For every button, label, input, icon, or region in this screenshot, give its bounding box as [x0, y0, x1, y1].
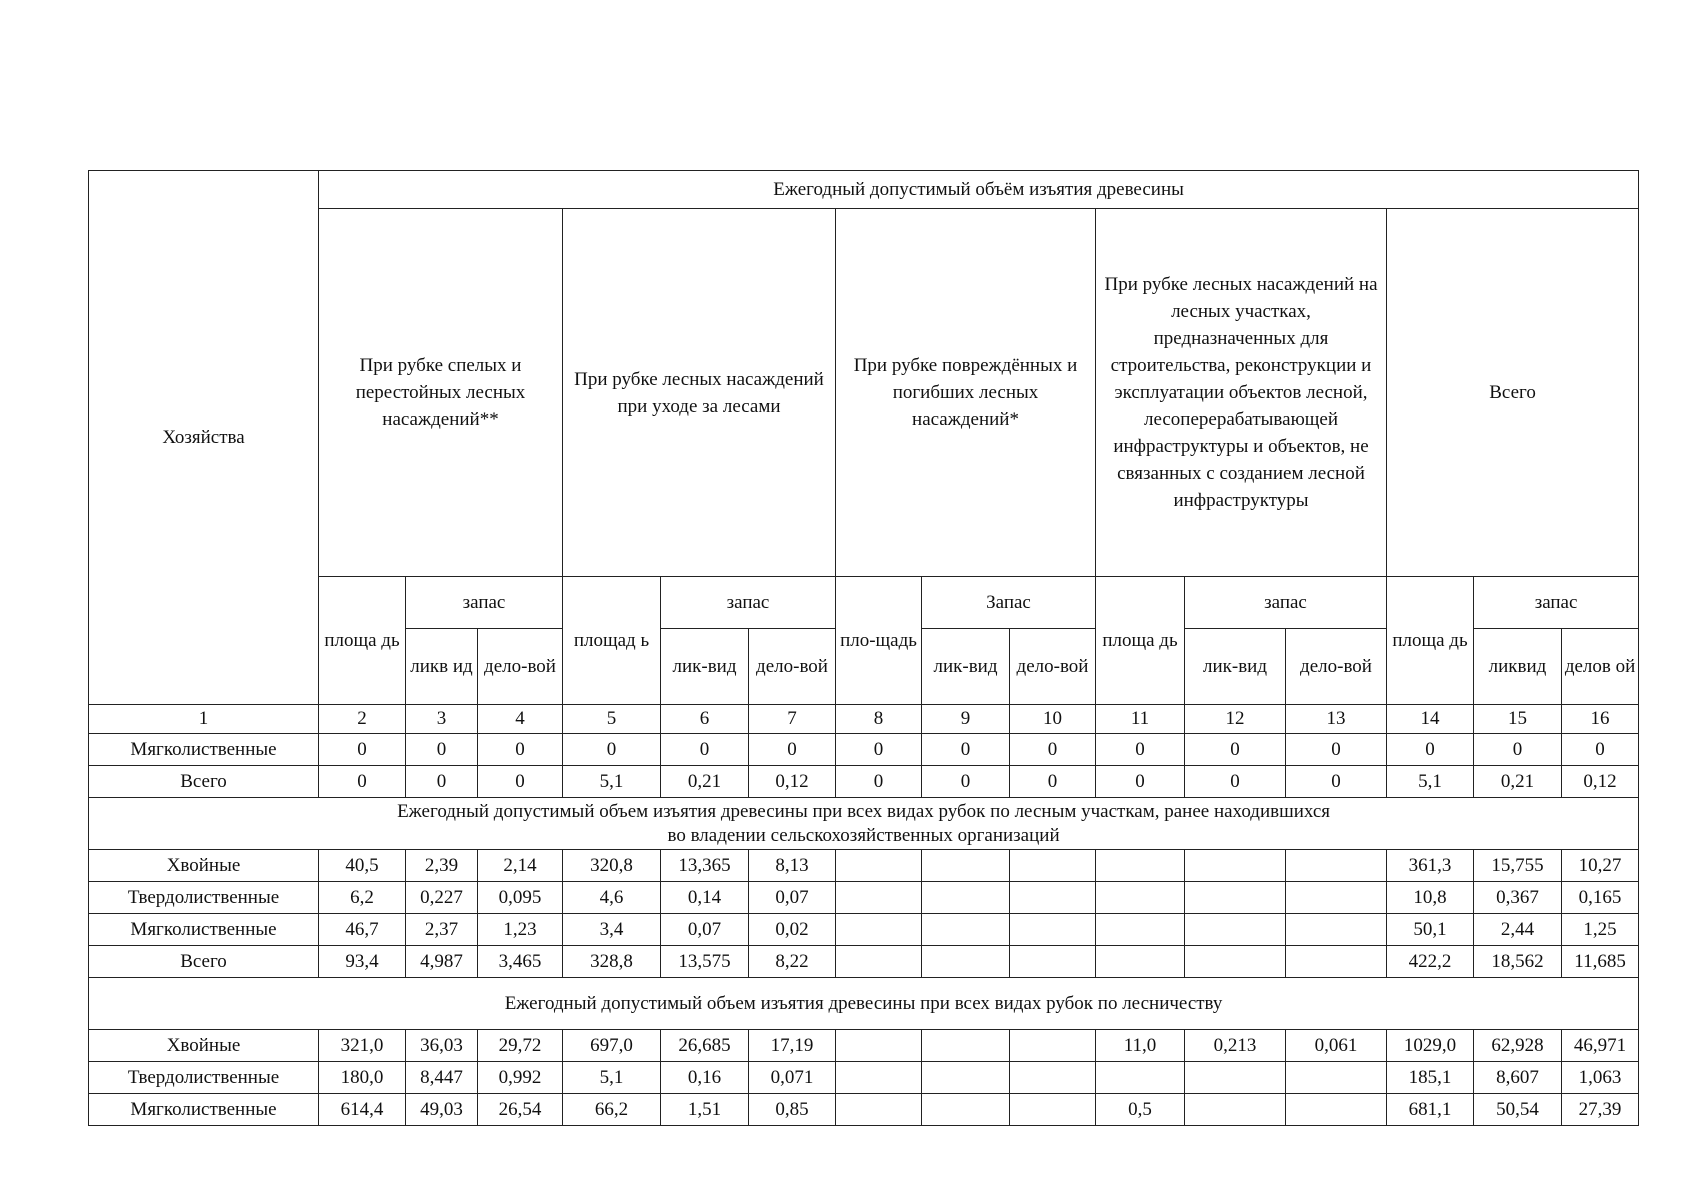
- table-cell: 0: [478, 734, 563, 766]
- table-cell: [1185, 850, 1286, 882]
- table-row: [89, 914, 1639, 946]
- header-liquid: лик-вид: [922, 629, 1010, 705]
- table-cell: 0: [319, 766, 406, 798]
- table-cell: 0: [478, 766, 563, 798]
- header-area: площа дь: [1096, 577, 1185, 705]
- column-number-cell: 11: [1096, 705, 1185, 734]
- table-cell: 0,85: [749, 1094, 836, 1126]
- table-cell: 422,2: [1387, 946, 1474, 978]
- table-row: [89, 1030, 1639, 1062]
- table-cell: [836, 1094, 922, 1126]
- table-cell: 0: [1185, 766, 1286, 798]
- header-stock: запас: [661, 577, 836, 629]
- header-liquid: лик-вид: [661, 629, 749, 705]
- column-number-cell: 3: [406, 705, 478, 734]
- table-cell: 18,562: [1474, 946, 1562, 978]
- table-cell: 0: [1286, 734, 1387, 766]
- header-stock: запас: [406, 577, 563, 629]
- header-group-total: Всего: [1387, 209, 1639, 577]
- table-cell: 10,8: [1387, 882, 1474, 914]
- table-cell: 0: [922, 766, 1010, 798]
- table-cell: 0: [1010, 766, 1096, 798]
- table-cell: 66,2: [563, 1094, 661, 1126]
- table-cell: 40,5: [319, 850, 406, 882]
- header-business: делов ой: [1562, 629, 1639, 705]
- table-cell: 15,755: [1474, 850, 1562, 882]
- table-cell: [836, 946, 922, 978]
- table-cell: 328,8: [563, 946, 661, 978]
- column-number-cell: 12: [1185, 705, 1286, 734]
- column-number-row: [89, 705, 1639, 734]
- table-cell: 93,4: [319, 946, 406, 978]
- column-number-cell: 15: [1474, 705, 1562, 734]
- table-cell: 320,8: [563, 850, 661, 882]
- table-cell: 2,39: [406, 850, 478, 882]
- table-cell: 0: [1562, 734, 1639, 766]
- header-business: дело-вой: [1286, 629, 1387, 705]
- table-row: [89, 882, 1639, 914]
- timber-volume-table: [88, 170, 1639, 1126]
- table-cell: 0,213: [1185, 1030, 1286, 1062]
- table-cell: 0,5: [1096, 1094, 1185, 1126]
- table-cell: [922, 1062, 1010, 1094]
- section-row: [89, 798, 1639, 850]
- table-cell: [922, 850, 1010, 882]
- table-cell: 0,07: [661, 914, 749, 946]
- table-cell: [1286, 946, 1387, 978]
- table-row: [89, 766, 1639, 798]
- header-group-construction: При рубке лесных насаждений на лесных участках, предназначенных для строительства, реконструкции и эксплуатации объектов лесной, лесоперерабатывающей инфраструктуры и объектов, не связанных с созданием лесной инфраструктуры: [1096, 209, 1387, 577]
- table-cell: 49,03: [406, 1094, 478, 1126]
- header-business: дело-вой: [478, 629, 563, 705]
- table-cell: [1096, 882, 1185, 914]
- row-label: Мягколиственные: [89, 1094, 319, 1126]
- table-cell: [1286, 850, 1387, 882]
- table-cell: 697,0: [563, 1030, 661, 1062]
- table-cell: 29,72: [478, 1030, 563, 1062]
- table-cell: 17,19: [749, 1030, 836, 1062]
- table-row: [89, 946, 1639, 978]
- section-row: [89, 978, 1639, 1030]
- row-label: Твердолиственные: [89, 882, 319, 914]
- header-business: дело-вой: [749, 629, 836, 705]
- header-liquid: лик-вид: [1185, 629, 1286, 705]
- table-cell: [922, 946, 1010, 978]
- table-cell: 0: [836, 766, 922, 798]
- table-cell: 0: [406, 766, 478, 798]
- table-cell: 5,1: [563, 1062, 661, 1094]
- row-label: Твердолиственные: [89, 1062, 319, 1094]
- table-cell: 13,575: [661, 946, 749, 978]
- table-cell: 5,1: [563, 766, 661, 798]
- table-body: [89, 734, 1639, 1126]
- table-cell: 8,607: [1474, 1062, 1562, 1094]
- column-number-cell: 9: [922, 705, 1010, 734]
- header-area: пло-щадь: [836, 577, 922, 705]
- table-cell: 1,51: [661, 1094, 749, 1126]
- table-cell: 0,071: [749, 1062, 836, 1094]
- table-cell: 0: [836, 734, 922, 766]
- table-cell: 0: [406, 734, 478, 766]
- table-cell: [1096, 1062, 1185, 1094]
- row-label: Мягколиственные: [89, 914, 319, 946]
- table-cell: 0,21: [1474, 766, 1562, 798]
- table-cell: 13,365: [661, 850, 749, 882]
- table-cell: 3,4: [563, 914, 661, 946]
- table-row: [89, 734, 1639, 766]
- table-cell: 0,12: [749, 766, 836, 798]
- table-cell: [1185, 882, 1286, 914]
- table-cell: 0: [922, 734, 1010, 766]
- table-cell: 46,7: [319, 914, 406, 946]
- table-cell: 0: [319, 734, 406, 766]
- header-stock: запас: [1474, 577, 1639, 629]
- table-cell: 2,14: [478, 850, 563, 882]
- table-cell: 0,367: [1474, 882, 1562, 914]
- table-cell: 4,6: [563, 882, 661, 914]
- table-cell: 0,21: [661, 766, 749, 798]
- column-number-cell: 5: [563, 705, 661, 734]
- table-cell: 185,1: [1387, 1062, 1474, 1094]
- header-stock: запас: [1185, 577, 1387, 629]
- table-cell: 321,0: [319, 1030, 406, 1062]
- column-number-cell: 7: [749, 705, 836, 734]
- table-cell: [1010, 882, 1096, 914]
- table-cell: 5,1: [1387, 766, 1474, 798]
- table-cell: 0,992: [478, 1062, 563, 1094]
- table-cell: 1029,0: [1387, 1030, 1474, 1062]
- table-cell: 26,685: [661, 1030, 749, 1062]
- table-cell: 0: [1185, 734, 1286, 766]
- table-cell: 3,465: [478, 946, 563, 978]
- table-cell: 1,25: [1562, 914, 1639, 946]
- header-group-care: При рубке лесных насаждений при уходе за лесами: [563, 209, 836, 577]
- table-cell: 0: [661, 734, 749, 766]
- table-cell: 0: [1474, 734, 1562, 766]
- table-cell: 0: [563, 734, 661, 766]
- table-cell: [1010, 1094, 1096, 1126]
- table-cell: [1010, 914, 1096, 946]
- table-row: [89, 1094, 1639, 1126]
- section-title: Ежегодный допустимый объем изъятия древесины при всех видах рубок по лесным участкам, ранее находившихся во владении сельскохозяйственных организаций: [89, 798, 1639, 850]
- column-number-cell: 1: [89, 705, 319, 734]
- header-liquid: ликв ид: [406, 629, 478, 705]
- header-title: Ежегодный допустимый объём изъятия древесины: [319, 171, 1639, 209]
- table-cell: 0,02: [749, 914, 836, 946]
- header-area: площа дь: [319, 577, 406, 705]
- header-group-mature: При рубке спелых и перестойных лесных насаждений**: [319, 209, 563, 577]
- table-cell: [1010, 946, 1096, 978]
- table-cell: [1010, 1030, 1096, 1062]
- table-cell: [1185, 914, 1286, 946]
- header-area: площа дь: [1387, 577, 1474, 705]
- table-cell: 361,3: [1387, 850, 1474, 882]
- table-cell: 62,928: [1474, 1030, 1562, 1062]
- table-cell: 0,14: [661, 882, 749, 914]
- column-number-cell: 13: [1286, 705, 1387, 734]
- table-cell: 8,447: [406, 1062, 478, 1094]
- table-cell: [836, 1062, 922, 1094]
- column-number-cell: 16: [1562, 705, 1639, 734]
- table-cell: 0,165: [1562, 882, 1639, 914]
- table-cell: [1286, 914, 1387, 946]
- table-cell: [1010, 1062, 1096, 1094]
- table-cell: [922, 1094, 1010, 1126]
- row-label: Всего: [89, 766, 319, 798]
- table-cell: 0: [1286, 766, 1387, 798]
- table-cell: [1286, 882, 1387, 914]
- table-cell: 8,22: [749, 946, 836, 978]
- table-cell: 614,4: [319, 1094, 406, 1126]
- table-cell: 50,1: [1387, 914, 1474, 946]
- column-number-cell: 10: [1010, 705, 1096, 734]
- table-cell: [1286, 1094, 1387, 1126]
- header-business: дело-вой: [1010, 629, 1096, 705]
- header-liquid: ликвид: [1474, 629, 1562, 705]
- table-cell: [836, 850, 922, 882]
- header-farms: Хозяйства: [89, 171, 319, 705]
- column-number-cell: 14: [1387, 705, 1474, 734]
- column-number-cell: 4: [478, 705, 563, 734]
- table-cell: 0,16: [661, 1062, 749, 1094]
- table-cell: 2,37: [406, 914, 478, 946]
- table-cell: 1,063: [1562, 1062, 1639, 1094]
- table-cell: [1010, 850, 1096, 882]
- table-cell: [1185, 946, 1286, 978]
- column-number-cell: 2: [319, 705, 406, 734]
- header-stock: Запас: [922, 577, 1096, 629]
- table-cell: [1185, 1094, 1286, 1126]
- table-cell: 0,07: [749, 882, 836, 914]
- section-title: Ежегодный допустимый объем изъятия древесины при всех видах рубок по лесничеству: [89, 978, 1639, 1030]
- table-cell: 0,12: [1562, 766, 1639, 798]
- column-number-cell: 8: [836, 705, 922, 734]
- table-cell: 10,27: [1562, 850, 1639, 882]
- table-cell: [1096, 914, 1185, 946]
- table-cell: 0,061: [1286, 1030, 1387, 1062]
- table-cell: 11,0: [1096, 1030, 1185, 1062]
- table-cell: [836, 882, 922, 914]
- table-cell: 46,971: [1562, 1030, 1639, 1062]
- header-area: площад ь: [563, 577, 661, 705]
- row-label: Всего: [89, 946, 319, 978]
- table-cell: [1096, 946, 1185, 978]
- table-cell: 4,987: [406, 946, 478, 978]
- table-cell: 27,39: [1562, 1094, 1639, 1126]
- table-cell: 180,0: [319, 1062, 406, 1094]
- table-row: [89, 850, 1639, 882]
- table-cell: [1185, 1062, 1286, 1094]
- table-cell: 8,13: [749, 850, 836, 882]
- table-cell: 681,1: [1387, 1094, 1474, 1126]
- table-cell: 2,44: [1474, 914, 1562, 946]
- table-cell: [922, 914, 1010, 946]
- table-cell: 11,685: [1562, 946, 1639, 978]
- column-number-cell: 6: [661, 705, 749, 734]
- table-cell: [1286, 1062, 1387, 1094]
- table-cell: 26,54: [478, 1094, 563, 1126]
- header-group-damaged: При рубке повреждённых и погибших лесных насаждений*: [836, 209, 1096, 577]
- table-cell: 36,03: [406, 1030, 478, 1062]
- row-label: Мягколиственные: [89, 734, 319, 766]
- table-cell: 0: [1096, 734, 1185, 766]
- table-cell: [1096, 850, 1185, 882]
- table-cell: 0: [749, 734, 836, 766]
- table-cell: 6,2: [319, 882, 406, 914]
- table-cell: [922, 882, 1010, 914]
- table-cell: 0: [1096, 766, 1185, 798]
- table-cell: 0: [1010, 734, 1096, 766]
- table-row: [89, 1062, 1639, 1094]
- table-cell: 0,095: [478, 882, 563, 914]
- table-cell: 50,54: [1474, 1094, 1562, 1126]
- row-label: Хвойные: [89, 1030, 319, 1062]
- table-cell: [836, 1030, 922, 1062]
- table-cell: [922, 1030, 1010, 1062]
- table-cell: [836, 914, 922, 946]
- table-cell: 0: [1387, 734, 1474, 766]
- table-cell: 1,23: [478, 914, 563, 946]
- row-label: Хвойные: [89, 850, 319, 882]
- table-cell: 0,227: [406, 882, 478, 914]
